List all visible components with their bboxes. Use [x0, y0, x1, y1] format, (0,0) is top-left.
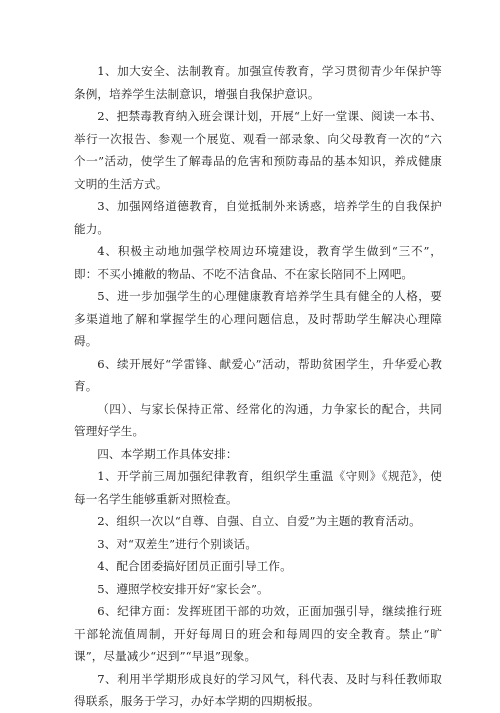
paragraph-parent-communication: （四）、与家长保持正常、经常化的沟通，力争家长的配合，共同管理好学生。 — [74, 401, 442, 438]
paragraph-mental-health: 5、进一步加强学生的心理健康教育培养学生具有健全的人格，要多渠道地了解和掌握学生的心理问题信息，及时帮助学生解决心理障碍。 — [74, 289, 442, 348]
paragraph-environment: 4、积极主动地加强学校周边环境建设，教育学生做到“三不”，即：不买小摊敝的物品、不吃不洁食品、不在家长陪同不上网吧。 — [74, 244, 442, 281]
paragraph-lei-feng: 6、续开展好“学雷锋、献爱心”活动，帮助贫困学生，升华爱心教育。 — [74, 356, 442, 393]
paragraph-individual-talk: 3、对“双差生”进行个别谈话。 — [97, 536, 258, 551]
paragraph-league-guidance: 4、配合团委搞好团员正面引导工作。 — [97, 559, 292, 573]
document-body — [74, 60, 442, 713]
paragraph-study-atmosphere: 7、利用半学期形成良好的学习风气，科代表、及时与科任教师取得联系，服务于学习，办好本学期的四期板报。 — [74, 671, 442, 708]
section-heading-schedule: 四、本学期工作具体安排： — [97, 446, 238, 461]
paragraph-anti-drug: 2、把禁毒教育纳入班会课计划，开展“上好一堂课、阅读一本书、举行一次报告、参观一个展览、观看一部录象、向父母教育一次的“六个一”活动，使学生了解毒品的危害和预防毒品的基本知识，养成健康文明的生活方式。 — [74, 109, 442, 191]
paragraph-discipline: 6、纪律方面：发挥班团干部的功效，正面加强引导，继续推行班干部轮流值周制，开好每周日的班会和每周四的安全教育。禁止“旷课”，尽量减少“迟到”“早退”现象。 — [74, 604, 442, 663]
paragraph-themed-activity: 2、组织一次以“自尊、自强、自立、自爱”为主题的教育活动。 — [97, 514, 421, 528]
paragraph-network-ethics: 3、加强网络道德教育，自觉抵制外来诱惑，培养学生的自我保护能力。 — [74, 199, 442, 236]
paragraph-discipline-weeks: 1、开学前三周加强纪律教育，组织学生重温《守则》《规范》，使每一名学生能够重新对照检查。 — [74, 469, 442, 506]
paragraph-parent-meeting: 5、遵照学校安排开好“家长会”。 — [97, 581, 269, 596]
paragraph-safety-education: 1、加大安全、法制教育。加强宣传教育，学习贯彻青少年保护等条例，培养学生法制意识，增强自我保护意识。 — [74, 64, 442, 101]
